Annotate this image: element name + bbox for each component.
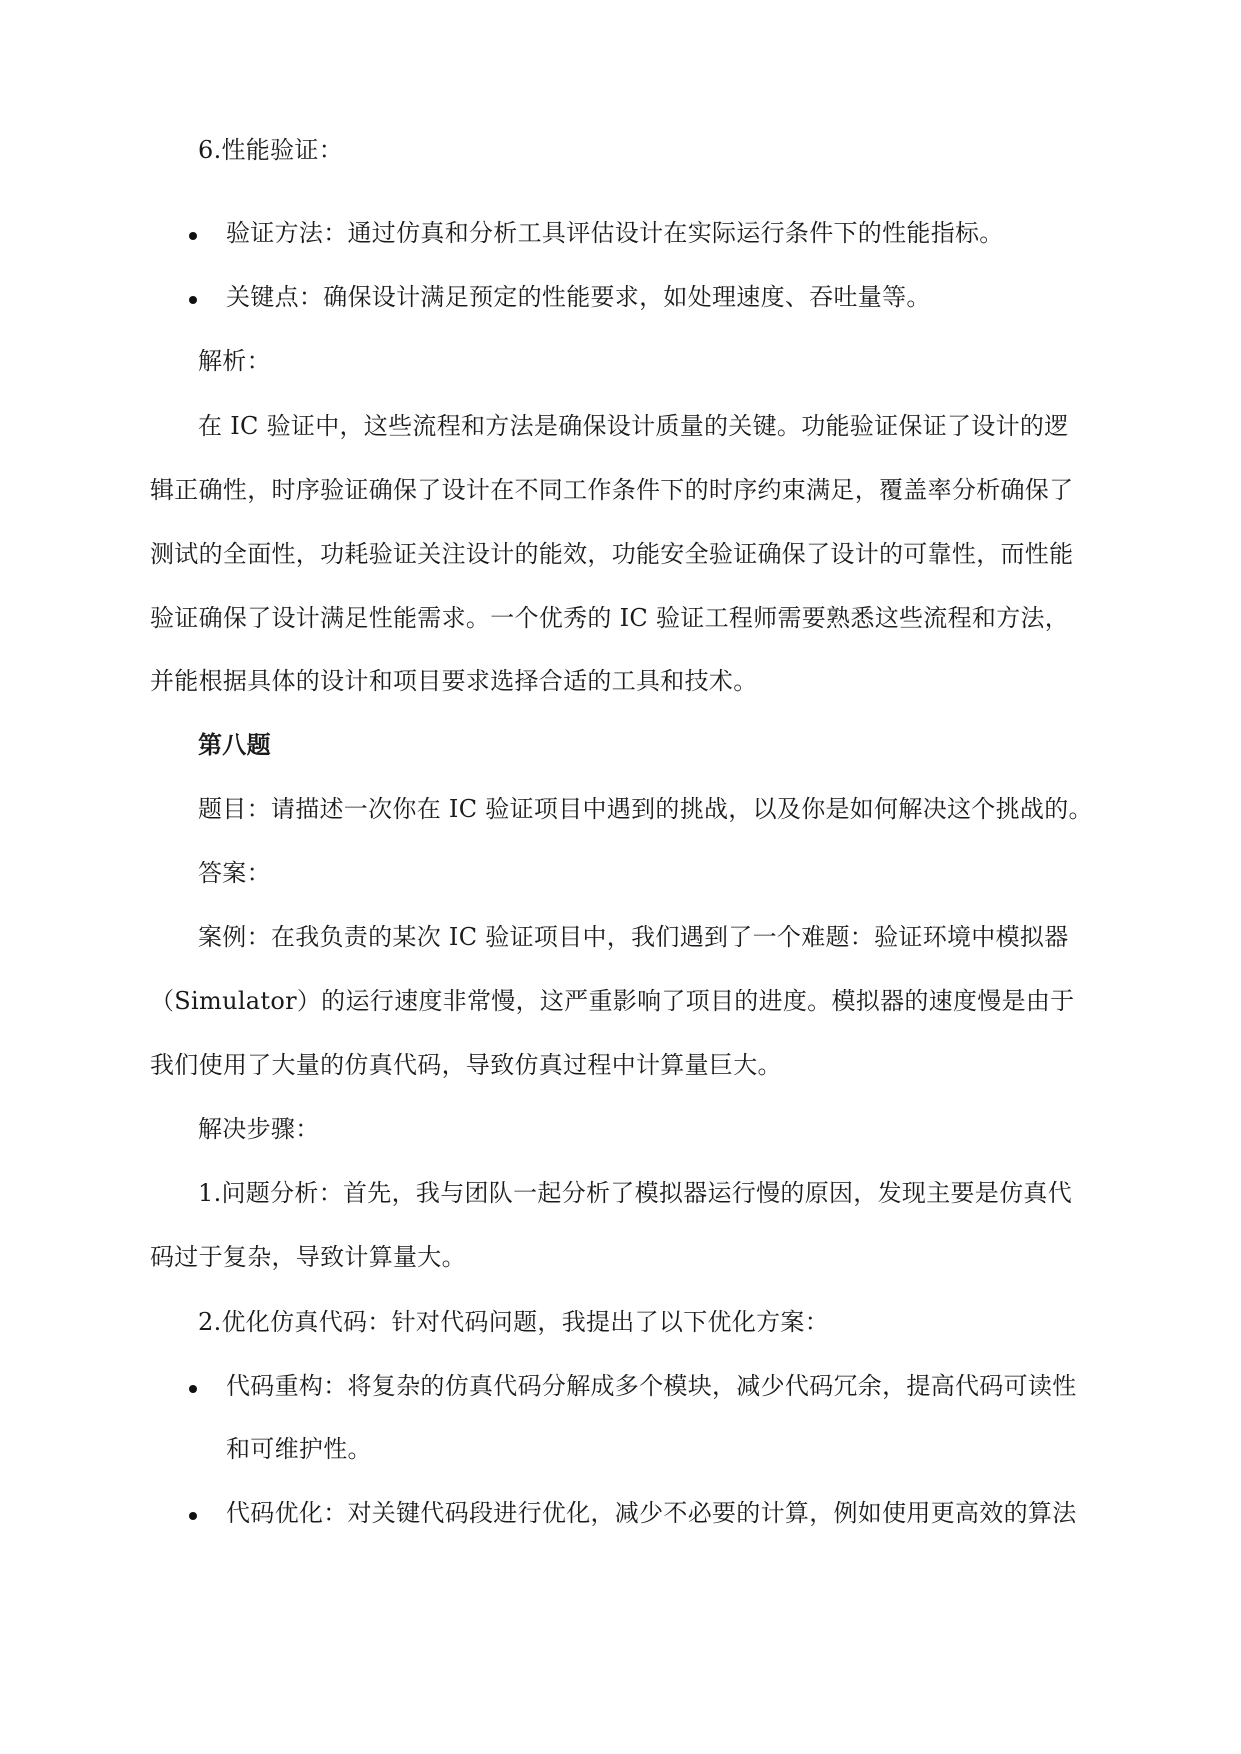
bullet-item: 代码重构：将复杂的仿真代码分解成多个模块，减少代码冗余，提高代码可读性 [226, 1372, 1077, 1400]
bullet-item: 关键点：确保设计满足预定的性能要求，如处理速度、吞吐量等。 [226, 283, 931, 311]
paragraph-line: （Simulator）的运行速度非常慢，这严重影响了项目的进度。模拟器的速度慢是由于 [150, 987, 1075, 1015]
bullet-item-continuation: 和可维护性。 [226, 1435, 372, 1463]
bullet-dot [189, 296, 197, 304]
paragraph-line: 1.问题分析：首先，我与团队一起分析了模拟器运行慢的原因，发现主要是仿真代 [198, 1179, 1072, 1207]
paragraph-line: 在 IC 验证中，这些流程和方法是确保设计质量的关键。功能验证保证了设计的逻 [198, 412, 1069, 440]
paragraph-line: 案例：在我负责的某次 IC 验证项目中，我们遇到了一个难题：验证环境中模拟器 [198, 923, 1069, 951]
paragraph-line: 测试的全面性，功耗验证关注设计的能效，功能安全验证确保了设计的可靠性，而性能 [150, 540, 1074, 568]
answer-label: 答案： [198, 859, 271, 887]
question-text: 题目：请描述一次你在 IC 验证项目中遇到的挑战，以及你是如何解决这个挑战的。 [198, 795, 1093, 823]
bullet-dot [189, 1385, 197, 1393]
paragraph-line: 并能根据具体的设计和项目要求选择合适的工具和技术。 [150, 667, 758, 695]
paragraph-line: 辑正确性，时序验证确保了设计在不同工作条件下的时序约束满足，覆盖率分析确保了 [150, 476, 1074, 504]
analysis-label: 解析： [198, 347, 271, 375]
steps-label: 解决步骤： [198, 1115, 320, 1143]
paragraph-line: 码过于复杂，导致计算量大。 [150, 1243, 466, 1271]
bullet-item: 验证方法：通过仿真和分析工具评估设计在实际运行条件下的性能指标。 [226, 219, 1004, 247]
bullet-item: 代码优化：对关键代码段进行优化，减少不必要的计算，例如使用更高效的算法 [226, 1499, 1077, 1527]
paragraph-line: 验证确保了设计满足性能需求。一个优秀的 IC 验证工程师需要熟悉这些流程和方法， [150, 604, 1070, 632]
question-title: 第八题 [198, 730, 271, 759]
paragraph-line: 2.优化仿真代码：针对代码问题，我提出了以下优化方案： [198, 1308, 829, 1336]
section-heading: 6.性能验证： [198, 136, 343, 164]
bullet-dot [189, 1512, 197, 1520]
bullet-dot [189, 232, 197, 240]
paragraph-line: 我们使用了大量的仿真代码，导致仿真过程中计算量巨大。 [150, 1051, 782, 1079]
